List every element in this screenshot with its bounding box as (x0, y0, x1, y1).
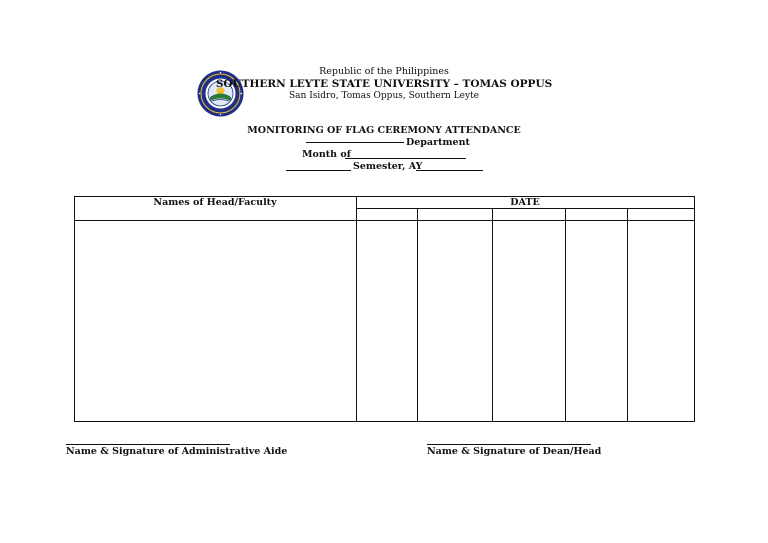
dean-head-signature-line[interactable] (427, 444, 591, 445)
date-column-header: DATE (510, 197, 540, 208)
department-label: Department (406, 137, 470, 148)
month-label: Month of (302, 149, 351, 160)
table-border (75, 197, 695, 422)
university-name: SOUTHERN LEYTE STATE UNIVERSITY – TOMAS OPPUS (215, 78, 553, 90)
form-title: MONITORING OF FLAG CEREMONY ATTENDANCE (247, 125, 521, 136)
republic-text: Republic of the Philippines (319, 66, 449, 77)
university-address: San Isidro, Tomas Oppus, Southern Leyte (289, 91, 479, 101)
admin-aide-signature-label: Name & Signature of Administrative Aide (66, 446, 288, 457)
semester-label: Semester, AY (353, 161, 423, 172)
admin-aide-signature-line[interactable] (66, 444, 230, 445)
dean-head-signature-label: Name & Signature of Dean/Head (427, 446, 602, 457)
names-column-header: Names of Head/Faculty (153, 197, 277, 208)
